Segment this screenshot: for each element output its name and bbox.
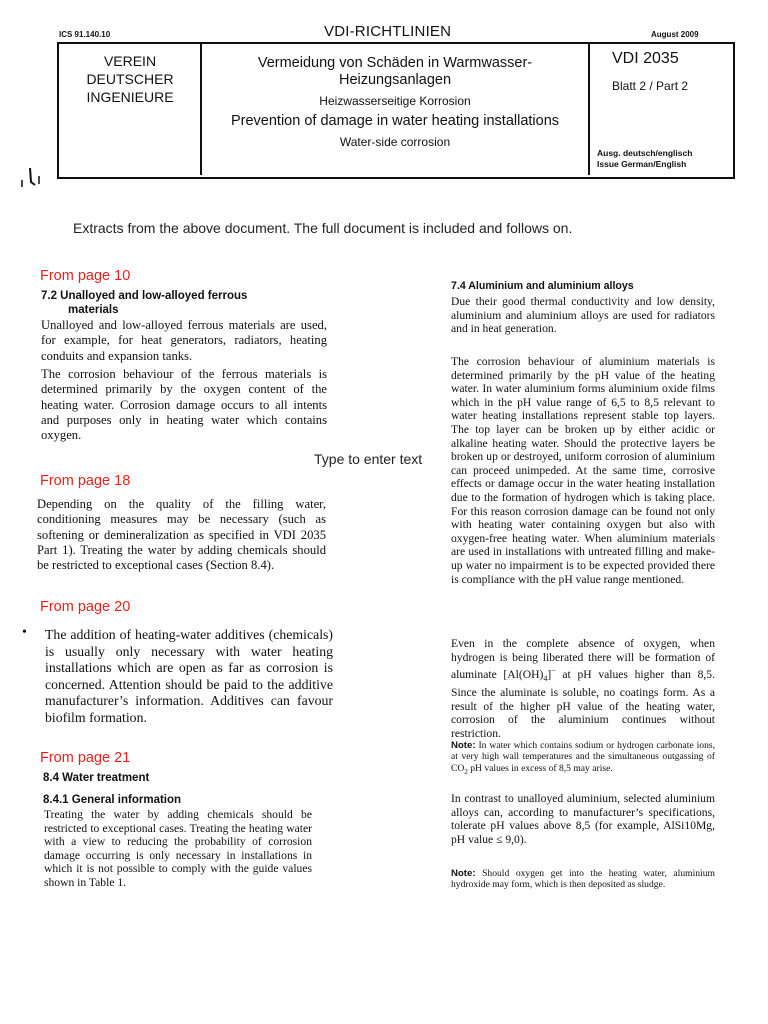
section-heading-8-4: 8.4 Water treatment — [43, 772, 150, 784]
text-run: at pH values higher than 8,5. Since the aluminate is soluble, no coatings form. As a result of the higher pH value of the heating water, corrosion of the aluminium continues without restriction. — [451, 668, 715, 740]
doc-number: VDI 2035 — [612, 50, 679, 67]
text-run: In water which contains sodium or hydrogen carbonate ions, at very high wall temperatures and the simultaneous outgassing of CO — [451, 740, 715, 774]
source-page-label: From page 10 — [40, 268, 131, 284]
title-de-line: Vermeidung von Schäden in Warmwasser- — [257, 55, 533, 71]
text-run: Even in the complete absence of oxygen, when hydrogen is being liberated there will be formation of aluminate [Al(OH) — [451, 637, 715, 682]
org-line: DEUTSCHER — [86, 71, 174, 87]
note-label: Note: — [451, 868, 476, 879]
section-heading-7-2 — [41, 289, 331, 317]
issue-date: August 2009 — [651, 30, 699, 39]
paragraph-ferrous-corrosion: The corrosion behaviour of the ferrous materials is determined primarily by the oxygen content of the heating water. Corrosion damage occurs to all intents and purposes only in heating water which contains oxygen. — [41, 367, 327, 443]
text-placeholder[interactable]: Type to enter text — [314, 451, 423, 467]
paragraph-water-treatment: Treating the water by adding chemicals should be restricted to exceptional cases. Treating the heating water with a view to reducing the probability of corrosion damage occurring is only necessary in installations in which it is not possible to comply with the guide values shown in Table 1. — [44, 808, 312, 889]
subscript: 4 — [543, 674, 548, 684]
ics-code: ICS 91.140.10 — [59, 30, 111, 39]
note-carbonate — [451, 740, 715, 778]
paragraph-aluminate — [451, 637, 715, 740]
intro-text: Extracts from the above document. The full document is included and follows on. — [73, 220, 573, 236]
note-label: Note: — [451, 740, 476, 751]
org-line: INGENIEURE — [86, 89, 174, 105]
scan-artifact-icon — [8, 160, 48, 190]
title-en: Prevention of damage in water heating installations — [230, 113, 560, 129]
section-heading-7-4: 7.4 Aluminium and aluminium alloys — [451, 280, 634, 292]
heading-line: 7.2 Unalloyed and low-alloyed ferrous — [41, 290, 248, 302]
paragraph-aluminium-alloys: In contrast to unalloyed aluminium, selected aluminium alloys can, according to manufacturer’s specifications, tolerate pH values above 8,5 (for example, AlSi10Mg, pH value ≤ 9,0). — [451, 792, 715, 846]
source-page-label: From page 20 — [40, 599, 131, 615]
title-de-line: Heizungsanlagen — [338, 72, 452, 88]
subscript: 2 — [464, 767, 468, 776]
source-page-label: From page 21 — [40, 750, 131, 766]
heading-line: materials — [68, 304, 119, 316]
paragraph-additives: The addition of heating-water additives (chemicals) is usually only necessary with water heating installations which are open as far as corrosion is concerned. Attention should be paid to the additive manufacturer’s information. Additives can favour biofilm formation. — [45, 627, 333, 725]
section-heading-8-4-1: 8.4.1 General information — [43, 794, 182, 806]
issue-line: Ausg. deutsch/englisch — [597, 148, 693, 158]
source-page-label: From page 18 — [40, 473, 131, 489]
org-line: VEREIN — [103, 53, 157, 69]
issue-line: Issue German/English — [597, 159, 687, 169]
superscript: − — [551, 666, 556, 676]
note-oxygen — [451, 868, 715, 891]
header-divider-right — [588, 42, 590, 175]
bullet-icon: • — [22, 625, 27, 640]
paragraph-ferrous-use: Unalloyed and low-alloyed ferrous materials are used, for example, for heat generators, radiators, heating conduits and expansion tanks. — [41, 318, 327, 363]
title-block — [202, 55, 588, 149]
text-run: ] — [547, 668, 552, 682]
text-run: Should oxygen get into the heating water, aluminium hydroxide may form, which is then deposited as sludge. — [451, 868, 715, 891]
paragraph-aluminium-corrosion: The corrosion behaviour of aluminium materials is determined primarily by the pH value of the heating water. In water aluminium forms aluminium oxide films which in the pH value range of 6,5 to 8,5 relevant to water heating installations represent stable top layers. The top layer can be broken up by either acidic or alkaline heating water. Should the protective layers be broken up or destroyed, uniform corrosion of aluminium can proceed unimpeded. At the same time, corrosive effects or damage occur in the water heating installation due to the formation of hydrogen which is taking place. For this reason corrosion damage can be found not only with heating water containing oxygen but also with oxygen-free heating water. When aluminium materials are used in installations with untreated filling and make-up water no impairment is to be expected provided there is compliance with the pH value range mentioned. — [451, 355, 715, 586]
org-name — [60, 52, 200, 106]
part-number: Blatt 2 / Part 2 — [612, 79, 689, 93]
subtitle-en: Water-side corrosion — [339, 135, 451, 149]
text-run: pH values in excess of 8,5 may arise. — [467, 762, 613, 774]
series-title: VDI-RICHTLINIEN — [324, 23, 452, 40]
paragraph-conditioning: Depending on the quality of the filling water, conditioning measures may be necessary (such as softening or demineralization as specified in VDI 2035 Part 1). Treating the water by adding chemicals should be restricted to exceptional cases (Section 8.4). — [37, 497, 326, 573]
paragraph-aluminium-use: Due their good thermal conductivity and low density, aluminium and aluminium alloys are used for radiators and in heat generation. — [451, 295, 715, 336]
issue-language — [597, 148, 692, 170]
subtitle-de: Heizwasserseitige Korrosion — [319, 94, 471, 108]
